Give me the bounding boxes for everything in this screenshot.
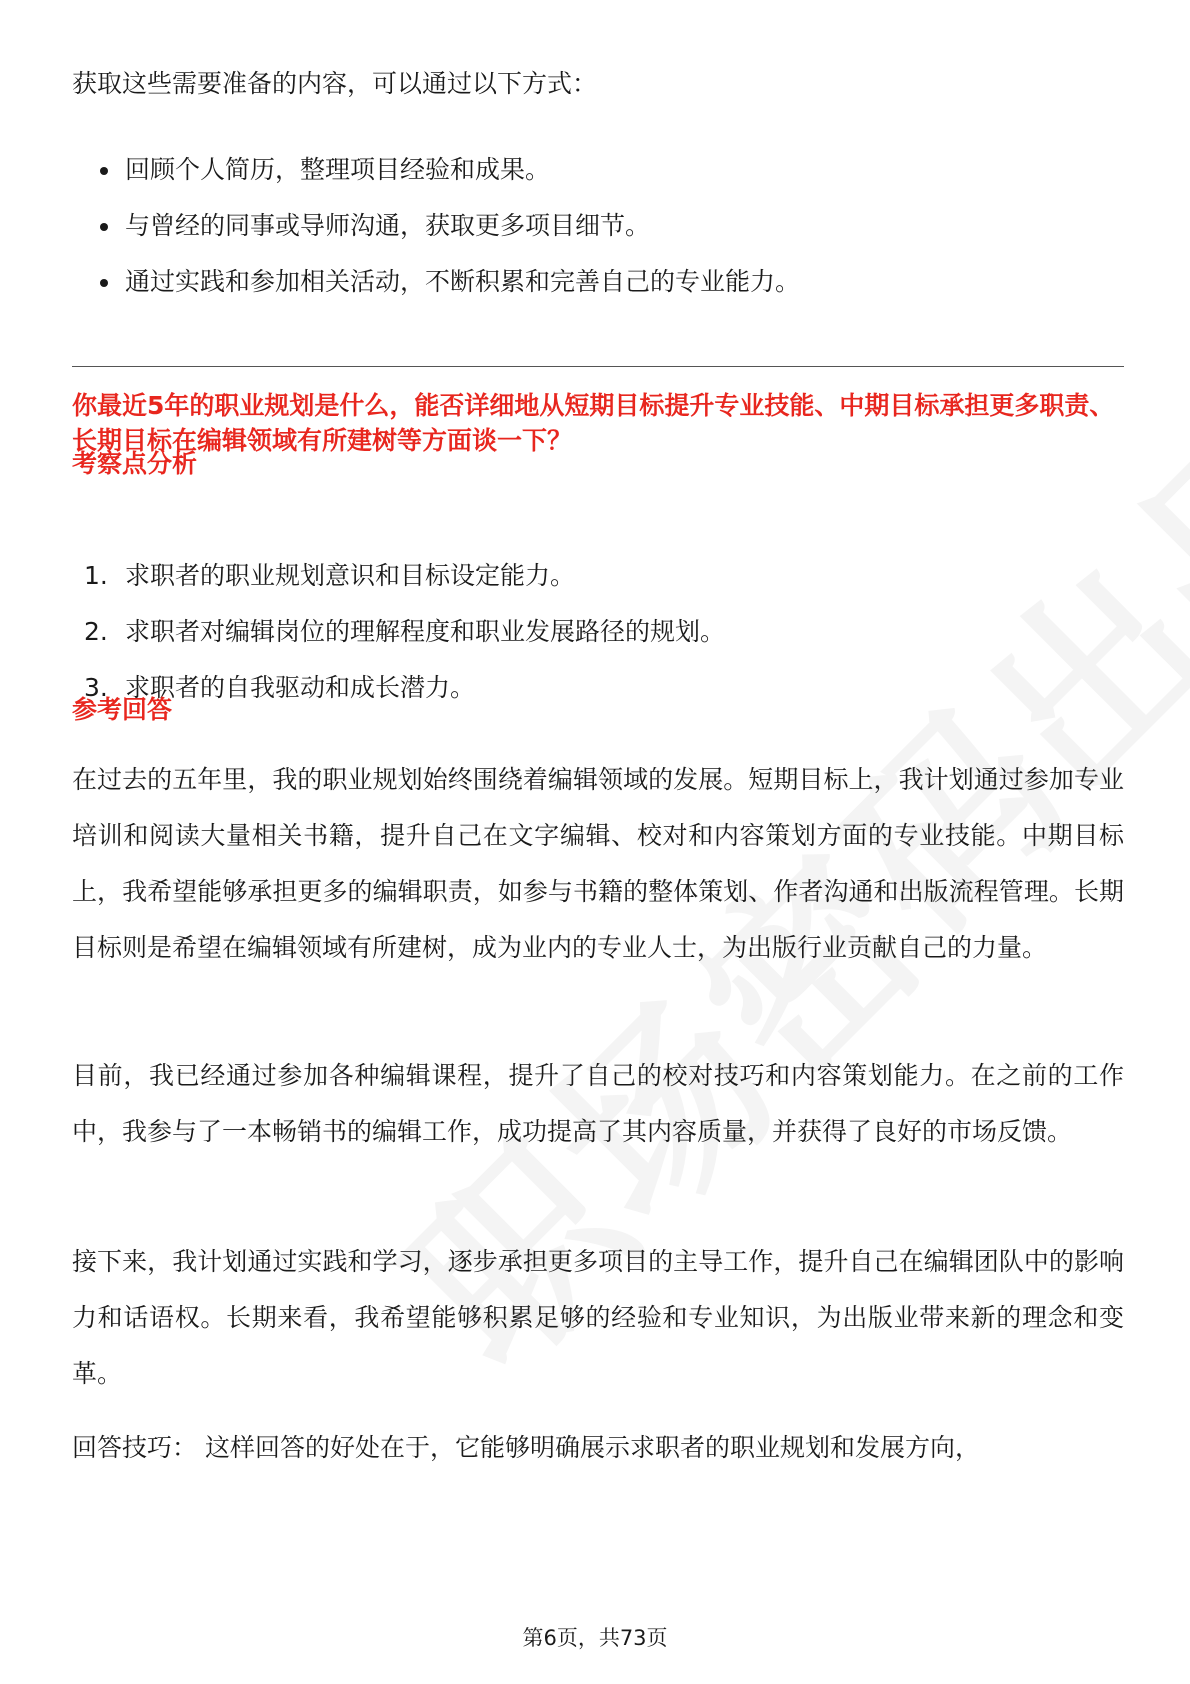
answer-paragraph: 在过去的五年里，我的职业规划始终围绕着编辑领域的发展。短期目标上，我计划通过参加专业培训和阅读大量相关书籍，提升自己在文字编辑、校对和内容策划方面的专业技能。中期目标上，我希望能够承担更多的编辑职责，如参与书籍的整体策划、作者沟通和出版流程管理。长期目标则是希望在编辑领域有所建树，成为业内的专业人士，为出版行业贡献自己的力量。: [72, 765, 1124, 962]
analysis-heading: 考察点分析: [72, 449, 198, 478]
answer-heading: 参考回答: [72, 695, 173, 724]
bullet-list: [72, 152, 1124, 320]
section-divider: [72, 366, 1124, 367]
list-item-text: 与曾经的同事或导师沟通，获取更多项目细节。: [125, 211, 651, 240]
bullet-dot-icon: [100, 167, 108, 175]
list-item: [72, 614, 1124, 670]
bullet-dot-icon: [100, 223, 108, 231]
intro-text: 获取这些需要准备的内容，可以通过以下方式：: [72, 69, 598, 98]
list-item: [72, 208, 1124, 264]
list-item: [72, 152, 1124, 208]
tip-paragraph: 回答技巧： 这样回答的好处在于，它能够明确展示求职者的职业规划和发展方向，: [72, 1433, 980, 1462]
list-item-text: 求职者的自我驱动和成长潜力。: [125, 673, 476, 702]
list-item-text: 通过实践和参加相关活动，不断积累和完善自己的专业能力。: [125, 267, 801, 296]
page-footer: 第6页，共73页: [522, 1626, 668, 1650]
list-item: [72, 558, 1124, 614]
list-item-text: 求职者对编辑岗位的理解程度和职业发展路径的规划。: [125, 617, 726, 646]
answer-paragraph: 目前，我已经通过参加各种编辑课程，提升了自己的校对技巧和内容策划能力。在之前的工作中，我参与了一本畅销书的编辑工作，成功提高了其内容质量，并获得了良好的市场反馈。: [72, 1061, 1124, 1146]
list-number: 3.: [84, 673, 108, 702]
answer-paragraph: 接下来，我计划通过实践和学习，逐步承担更多项目的主导工作，提升自己在编辑团队中的影响力和话语权。长期来看，我希望能够积累足够的经验和专业知识，为出版业带来新的理念和变革。: [72, 1247, 1124, 1388]
list-item-text: 回顾个人简历，整理项目经验和成果。: [125, 155, 551, 184]
list-item: [72, 670, 1124, 726]
list-number: 2.: [84, 617, 108, 646]
list-number: 1.: [84, 561, 108, 590]
list-item: [72, 264, 1124, 320]
bullet-dot-icon: [100, 279, 108, 287]
list-item-text: 求职者的职业规划意识和目标设定能力。: [125, 561, 576, 590]
analysis-list: [72, 558, 1124, 726]
question-title: 你最近5年的职业规划是什么，能否详细地从短期目标提升专业技能、中期目标承担更多职责、长期目标在编辑领域有所建树等方面谈一下？: [72, 391, 1115, 455]
